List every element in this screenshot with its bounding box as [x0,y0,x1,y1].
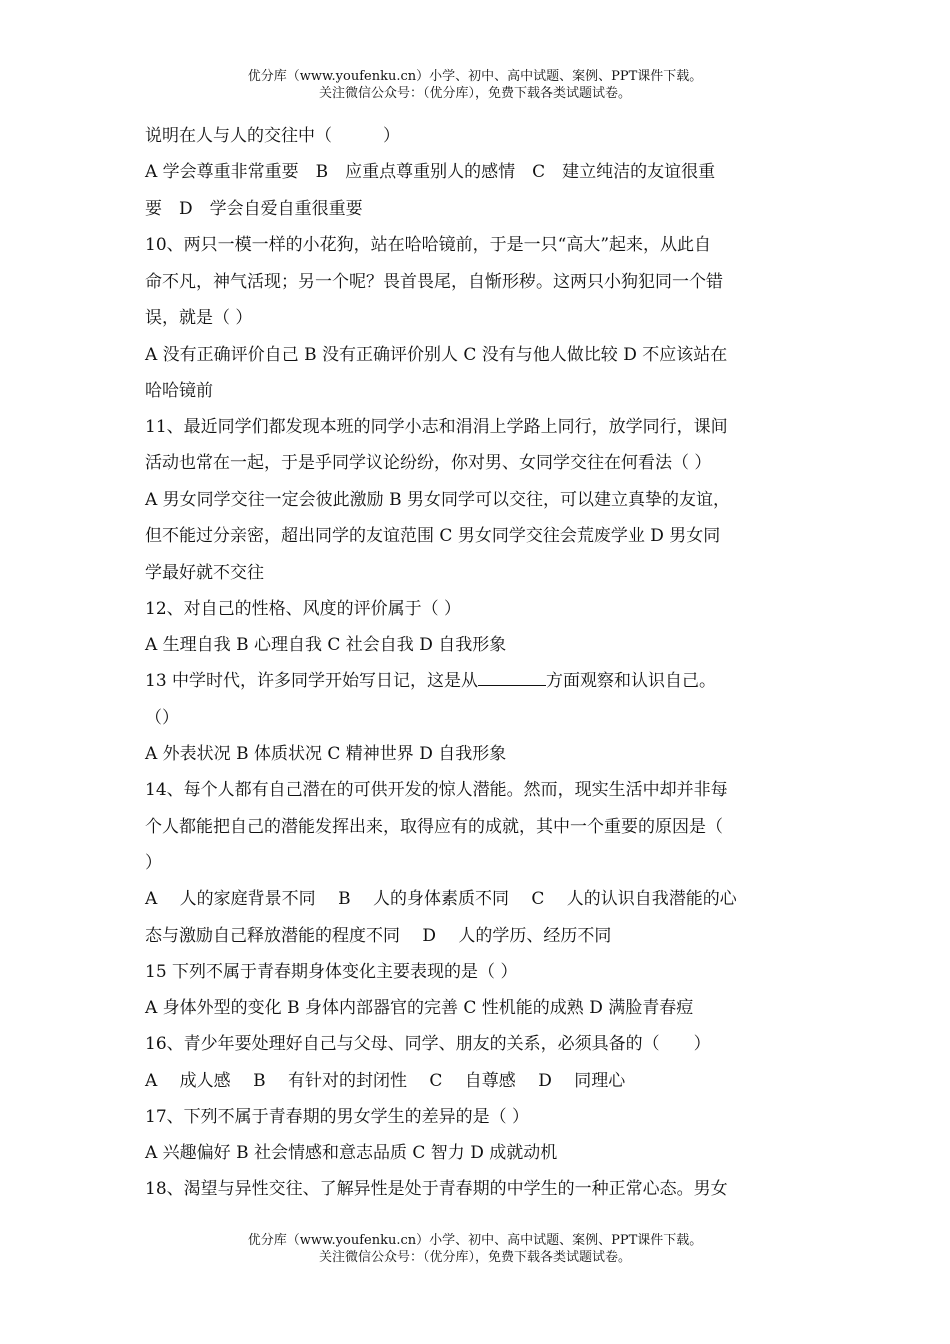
footer-line-1: 优分库（www.youfenku.cn）小学、初中、高中试题、案例、PPT课件下载。 [247,1233,703,1248]
text-line: A 学会尊重非常重要 B 应重点尊重别人的感情 C 建立纯洁的友谊很重 [145,162,716,182]
question-15: 15 下列不属于青春期身体变化主要表现的是（ ） [145,962,518,982]
text-line: A 生理自我 B 心理自我 C 社会自我 D 自我形象 [145,635,507,655]
text-line: 个人都能把自己的潜能发挥出来，取得应有的成就，其中一个重要的原因是（ [145,817,723,837]
page-footer [0,1232,950,1266]
question-11: 11、最近同学们都发现本班的同学小志和涓涓上学路上同行，放学同行，课间 [145,417,728,437]
text-line: A 男女同学交往一定会彼此激励 B 男女同学可以交往，可以建立真挚的友谊， [145,490,730,510]
text-line: A 成人感 B 有针对的封闭性 C 自尊感 D 同理心 [145,1071,626,1091]
footer-line-2: 关注微信公众号：（优分库），免费下载各类试题试卷。 [318,1250,631,1265]
text-line: ） [145,853,162,873]
question-13 [145,669,716,693]
text-line: 要 D 学会自爱自重很重要 [145,199,363,219]
answer-blank [478,669,546,686]
question-10: 10、两只一模一样的小花狗，站在哈哈镜前，于是一只“高大”起来，从此自 [145,235,712,255]
text-line: A 人的家庭背景不同 B 人的身体素质不同 C 人的认识自我潜能的心 [145,889,737,909]
text-line: 误，就是（ ） [145,308,253,328]
question-14: 14、每个人都有自己潜在的可供开发的惊人潜能。然而，现实生活中却并非每 [145,780,728,800]
text-line: 学最好就不交往 [145,563,264,583]
header-line-1: 优分库（www.youfenku.cn）小学、初中、高中试题、案例、PPT课件下载。 [247,69,703,84]
page-header [0,68,950,102]
text-line: 活动也常在一起，于是乎同学议论纷纷，你对男、女同学交往在何看法（ ） [145,453,712,473]
header-line-2: 关注微信公众号：（优分库），免费下载各类试题试卷。 [318,86,631,101]
question-18: 18、渴望与异性交往、了解异性是处于青春期的中学生的一种正常心态。男女 [145,1179,728,1199]
text-line: 哈哈镜前 [145,381,213,401]
text-segment: 方面观察和认识自己。 [546,671,717,691]
text-line: 说明在人与人的交往中（ ） [145,126,400,146]
question-12: 12、对自己的性格、风度的评价属于（ ） [145,599,462,619]
text-line: A 没有正确评价自己 B 没有正确评价别人 C 没有与他人做比较 D 不应该站在 [145,345,728,365]
text-line: A 兴趣偏好 B 社会情感和意志品质 C 智力 D 成就动机 [145,1143,558,1163]
text-line: （） [145,708,179,728]
text-line: 命不凡，神气活现；另一个呢？畏首畏尾，自惭形秽。这两只小狗犯同一个错 [145,272,723,292]
question-17: 17、下列不属于青春期的男女学生的差异的是（ ） [145,1107,530,1127]
question-16: 16、青少年要处理好自己与父母、同学、朋友的关系，必须具备的（ ） [145,1034,711,1054]
text-line: 态与激励自己释放潜能的程度不同 D 人的学历、经历不同 [145,926,612,946]
text-line: A 外表状况 B 体质状况 C 精神世界 D 自我形象 [145,744,507,764]
text-segment: 13 中学时代，许多同学开始写日记，这是从 [145,671,479,691]
text-line: A 身体外型的变化 B 身体内部器官的完善 C 性机能的成熟 D 满脸青春痘 [145,998,694,1018]
text-line: 但不能过分亲密，超出同学的友谊范围 C 男女同学交往会荒废学业 D 男女同 [145,526,721,546]
